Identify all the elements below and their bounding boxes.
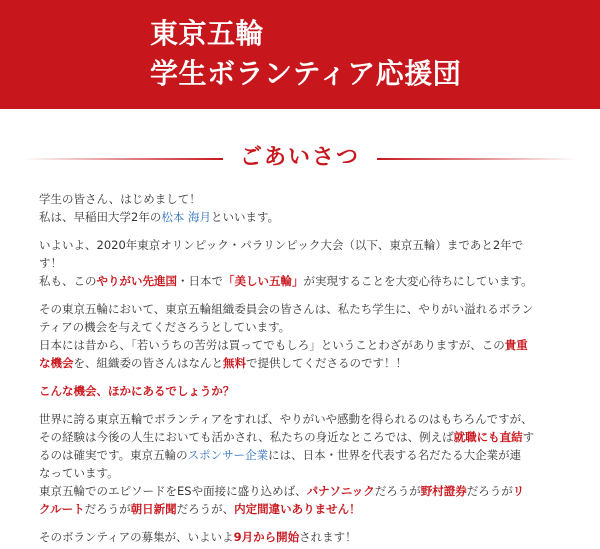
text: その東京五輪において、東京五輪組織委員会の皆さんは、私たち学生に、やりがい溢れるボラン <box>39 302 534 316</box>
heading-divider-right <box>377 158 577 160</box>
highlight-text: やりがい先進国 <box>96 274 177 288</box>
highlight-text: パナソニック <box>306 484 375 498</box>
text: されます！ <box>299 530 357 544</box>
text-line <box>39 254 572 272</box>
text: を、組織委の皆さんはなんと <box>73 356 223 370</box>
highlight-text: 内定間違いありません！ <box>234 502 361 516</box>
text: ・日本で <box>177 274 223 288</box>
text: 私は、早稲田大学2年の <box>39 210 162 224</box>
section-heading <box>0 136 600 186</box>
text: だろうが <box>84 502 131 516</box>
text-line <box>39 410 572 428</box>
text-line <box>39 528 572 546</box>
highlight-text: 無料 <box>223 356 246 370</box>
banner-title-line1: 東京五輪 <box>150 17 265 50</box>
text: が実現することを大変心待ちにしています。 <box>303 274 533 288</box>
paragraph-countdown <box>39 236 572 290</box>
text-line <box>39 336 572 354</box>
sponsor-companies-link[interactable]: スポンサー企業 <box>187 448 269 462</box>
highlight-text: リ <box>512 484 525 498</box>
text: 世界に誇る東京五輪でボランティアをすれば、やりがいや感動を得られるのはもちろんですが、 <box>39 412 533 426</box>
text: 日本には昔から、「若いうちの苦労は買ってでもしろ」ということわざがありますが、この <box>39 338 505 352</box>
text: だろうが <box>374 484 421 498</box>
text: だろうが <box>466 484 513 498</box>
highlight-text: 就職にも直結 <box>453 430 523 444</box>
text-line <box>39 500 572 518</box>
paragraph-opportunity <box>39 300 572 372</box>
highlight-text: クルート <box>39 502 85 516</box>
text: なっています。 <box>39 466 119 480</box>
section-title: ごあいさつ <box>239 145 360 170</box>
text: す <box>522 430 535 444</box>
text-line <box>39 236 572 254</box>
greeting-body <box>0 186 600 546</box>
text: いよいよ、2020年東京オリンピック・パラリンピック大会（以下、東京五輪）まであと2年で <box>39 238 524 252</box>
highlight-text: 野村證券 <box>420 484 467 498</box>
highlight-text: な機会 <box>39 356 74 370</box>
text: で提供してくださるのです！！ <box>246 356 407 370</box>
text: その経験は今後の人生においても活かされ、私たちの身近なところでは、例えば <box>39 430 454 444</box>
highlight-text: 朝日新聞 <box>130 502 177 516</box>
text: す！ <box>39 256 62 270</box>
banner-title-line2: 学生ボランティア応援団 <box>150 57 462 90</box>
text: 東京五輪でのエピソードをESや面接に盛り込めば、 <box>39 484 307 498</box>
subheading: こんな機会、ほかにあるでしょうか？ <box>39 384 235 398</box>
author-name-link[interactable]: 松本 海月 <box>161 210 211 224</box>
text-line <box>39 208 572 226</box>
text: 学生の皆さん、はじめまして！ <box>39 192 201 206</box>
text-line <box>39 482 572 500</box>
paragraph-career <box>39 410 572 518</box>
text-line <box>39 300 572 318</box>
text: だろうが、 <box>176 502 235 516</box>
text-line <box>39 272 572 290</box>
text: といいます。 <box>210 210 280 224</box>
text: るのは確実です。東京五輪の <box>39 448 188 462</box>
paragraph-recruitment <box>39 528 572 546</box>
text-line <box>39 354 572 372</box>
text: 私も、この <box>39 274 97 288</box>
paragraph-intro <box>39 190 572 226</box>
text-line <box>39 446 572 464</box>
highlight-text: 9月から開始 <box>233 530 300 544</box>
text-line <box>39 464 572 482</box>
text-line <box>39 428 572 446</box>
header-banner <box>0 0 600 109</box>
text-line <box>39 190 572 208</box>
text: には、日本・世界を代表する名だたる大企業が連 <box>268 448 522 462</box>
text: そのボランティアの募集が、いよいよ <box>39 530 234 544</box>
highlight-text: 「美しい五輪」 <box>223 274 304 288</box>
highlight-text: 貴重 <box>504 338 528 352</box>
text: ティアの機会を与えてくださろうとしています。 <box>39 320 291 334</box>
text-line <box>39 318 572 336</box>
